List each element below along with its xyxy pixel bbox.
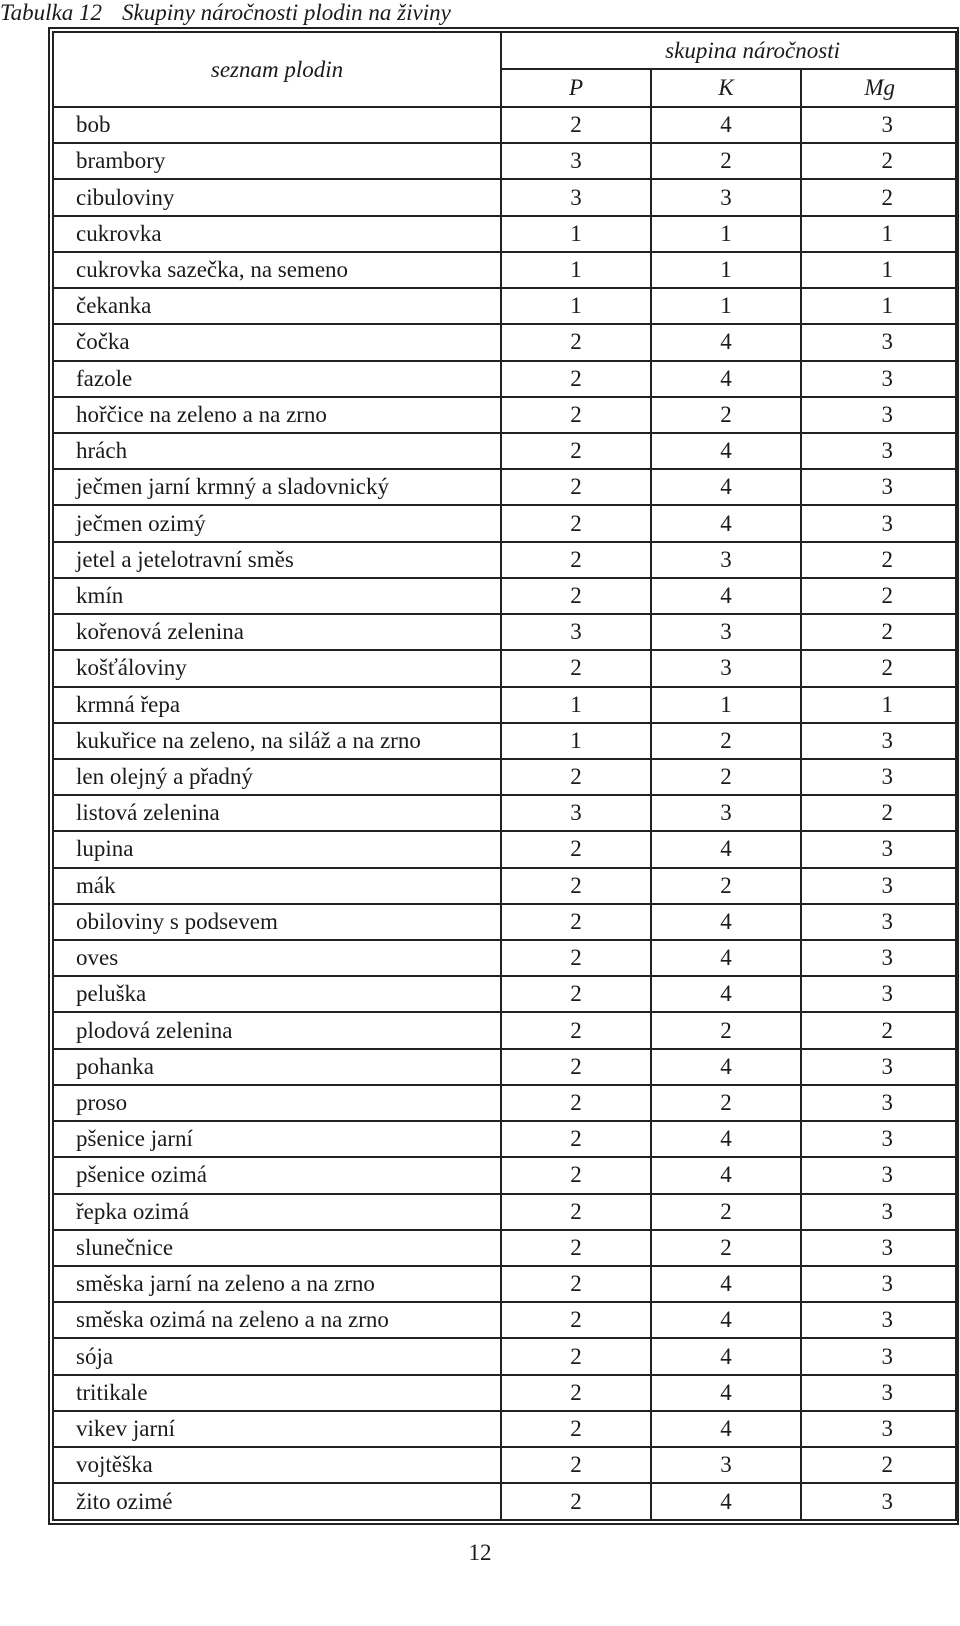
mg-value-cell: 2 — [801, 542, 956, 578]
k-value-cell: 4 — [651, 940, 801, 976]
table-row — [53, 1375, 956, 1411]
crop-name-cell: hrách — [53, 433, 501, 469]
table-frame — [48, 27, 959, 1525]
table-row — [53, 542, 956, 578]
k-value-cell: 3 — [651, 179, 801, 215]
header-mg: Mg — [801, 69, 956, 107]
crop-name-cell: plodová zelenina — [53, 1012, 501, 1048]
p-value-cell: 2 — [501, 1157, 651, 1193]
table-row — [53, 1157, 956, 1193]
crop-name-cell: vikev jarní — [53, 1411, 501, 1447]
table-caption-title: Skupiny náročnosti plodin na živiny — [122, 0, 451, 25]
table-row — [53, 940, 956, 976]
table-row — [53, 1302, 956, 1338]
table-row — [53, 976, 956, 1012]
table-caption-number: Tabulka 12 — [0, 0, 103, 25]
crop-name-cell: kukuřice na zeleno, na siláž a na zrno — [53, 723, 501, 759]
mg-value-cell: 1 — [801, 288, 956, 324]
header-p: P — [501, 69, 651, 107]
crop-name-cell: pohanka — [53, 1049, 501, 1085]
crop-name-cell: ječmen jarní krmný a sladovnický — [53, 469, 501, 505]
table-caption — [0, 0, 451, 26]
mg-value-cell: 3 — [801, 940, 956, 976]
k-value-cell: 3 — [651, 542, 801, 578]
p-value-cell: 2 — [501, 1447, 651, 1483]
k-value-cell: 4 — [651, 1338, 801, 1374]
k-value-cell: 1 — [651, 216, 801, 252]
p-value-cell: 2 — [501, 578, 651, 614]
table-row — [53, 361, 956, 397]
crop-name-cell: mák — [53, 868, 501, 904]
table-row — [53, 650, 956, 686]
k-value-cell: 4 — [651, 107, 801, 143]
p-value-cell: 3 — [501, 179, 651, 215]
mg-value-cell: 1 — [801, 252, 956, 288]
crop-name-cell: bob — [53, 107, 501, 143]
table-row — [53, 723, 956, 759]
mg-value-cell: 3 — [801, 831, 956, 867]
table-row — [53, 143, 956, 179]
k-value-cell: 4 — [651, 469, 801, 505]
mg-value-cell: 3 — [801, 107, 956, 143]
crop-name-cell: směska jarní na zeleno a na zrno — [53, 1266, 501, 1302]
k-value-cell: 2 — [651, 1085, 801, 1121]
table-row — [53, 1012, 956, 1048]
table-row — [53, 1483, 956, 1520]
crop-name-cell: lupina — [53, 831, 501, 867]
k-value-cell: 3 — [651, 650, 801, 686]
table-row — [53, 904, 956, 940]
crop-name-cell: slunečnice — [53, 1230, 501, 1266]
mg-value-cell: 3 — [801, 1085, 956, 1121]
table-row — [53, 578, 956, 614]
mg-value-cell: 3 — [801, 1483, 956, 1520]
p-value-cell: 2 — [501, 1121, 651, 1157]
crop-name-cell: řepka ozimá — [53, 1194, 501, 1230]
header-demand-group: skupina náročnosti — [501, 32, 956, 69]
crop-name-cell: krmná řepa — [53, 687, 501, 723]
k-value-cell: 4 — [651, 1302, 801, 1338]
header-crop-list: seznam plodin — [53, 32, 501, 107]
table-row — [53, 687, 956, 723]
table-row — [53, 868, 956, 904]
mg-value-cell: 3 — [801, 324, 956, 360]
crop-name-cell: oves — [53, 940, 501, 976]
p-value-cell: 2 — [501, 469, 651, 505]
table-row — [53, 759, 956, 795]
mg-value-cell: 2 — [801, 1012, 956, 1048]
table-row — [53, 1447, 956, 1483]
p-value-cell: 1 — [501, 288, 651, 324]
p-value-cell: 1 — [501, 723, 651, 759]
table-row — [53, 831, 956, 867]
table-body — [53, 107, 956, 1520]
k-value-cell: 2 — [651, 1194, 801, 1230]
table-row — [53, 1049, 956, 1085]
crop-name-cell: žito ozimé — [53, 1483, 501, 1520]
k-value-cell: 4 — [651, 1483, 801, 1520]
p-value-cell: 2 — [501, 361, 651, 397]
mg-value-cell: 3 — [801, 1049, 956, 1085]
p-value-cell: 3 — [501, 614, 651, 650]
p-value-cell: 3 — [501, 795, 651, 831]
mg-value-cell: 3 — [801, 1302, 956, 1338]
crop-name-cell: pšenice jarní — [53, 1121, 501, 1157]
crop-name-cell: peluška — [53, 976, 501, 1012]
mg-value-cell: 3 — [801, 759, 956, 795]
p-value-cell: 2 — [501, 1483, 651, 1520]
k-value-cell: 1 — [651, 687, 801, 723]
crop-name-cell: fazole — [53, 361, 501, 397]
p-value-cell: 1 — [501, 216, 651, 252]
mg-value-cell: 3 — [801, 505, 956, 541]
k-value-cell: 4 — [651, 1266, 801, 1302]
crop-nutrient-table — [52, 31, 957, 1521]
k-value-cell: 4 — [651, 1411, 801, 1447]
crop-name-cell: tritikale — [53, 1375, 501, 1411]
p-value-cell: 2 — [501, 107, 651, 143]
crop-name-cell: sója — [53, 1338, 501, 1374]
k-value-cell: 4 — [651, 361, 801, 397]
crop-name-cell: kmín — [53, 578, 501, 614]
table-row — [53, 795, 956, 831]
p-value-cell: 2 — [501, 1266, 651, 1302]
crop-name-cell: cukrovka — [53, 216, 501, 252]
mg-value-cell: 1 — [801, 687, 956, 723]
mg-value-cell: 3 — [801, 868, 956, 904]
mg-value-cell: 3 — [801, 433, 956, 469]
mg-value-cell: 2 — [801, 1447, 956, 1483]
crop-name-cell: cibuloviny — [53, 179, 501, 215]
page-number: 12 — [468, 1540, 492, 1565]
table-row — [53, 1121, 956, 1157]
k-value-cell: 2 — [651, 723, 801, 759]
p-value-cell: 2 — [501, 1194, 651, 1230]
k-value-cell: 4 — [651, 831, 801, 867]
p-value-cell: 2 — [501, 397, 651, 433]
p-value-cell: 2 — [501, 324, 651, 360]
mg-value-cell: 3 — [801, 397, 956, 433]
mg-value-cell: 2 — [801, 650, 956, 686]
k-value-cell: 4 — [651, 1049, 801, 1085]
p-value-cell: 2 — [501, 1085, 651, 1121]
crop-name-cell: ječmen ozimý — [53, 505, 501, 541]
table-row — [53, 216, 956, 252]
table-row — [53, 1338, 956, 1374]
crop-name-cell: cukrovka sazečka, na semeno — [53, 252, 501, 288]
crop-name-cell: směska ozimá na zeleno a na zrno — [53, 1302, 501, 1338]
table-row — [53, 1194, 956, 1230]
crop-name-cell: čočka — [53, 324, 501, 360]
k-value-cell: 3 — [651, 1447, 801, 1483]
p-value-cell: 2 — [501, 650, 651, 686]
crop-name-cell: listová zelenina — [53, 795, 501, 831]
mg-value-cell: 3 — [801, 361, 956, 397]
p-value-cell: 2 — [501, 940, 651, 976]
mg-value-cell: 2 — [801, 578, 956, 614]
p-value-cell: 2 — [501, 505, 651, 541]
crop-name-cell: kořenová zelenina — [53, 614, 501, 650]
p-value-cell: 3 — [501, 143, 651, 179]
mg-value-cell: 3 — [801, 904, 956, 940]
k-value-cell: 2 — [651, 1012, 801, 1048]
mg-value-cell: 3 — [801, 469, 956, 505]
mg-value-cell: 3 — [801, 1338, 956, 1374]
table-row — [53, 252, 956, 288]
k-value-cell: 4 — [651, 578, 801, 614]
k-value-cell: 3 — [651, 795, 801, 831]
p-value-cell: 2 — [501, 542, 651, 578]
crop-name-cell: vojtěška — [53, 1447, 501, 1483]
mg-value-cell: 3 — [801, 723, 956, 759]
k-value-cell: 4 — [651, 1375, 801, 1411]
p-value-cell: 2 — [501, 976, 651, 1012]
mg-value-cell: 2 — [801, 179, 956, 215]
mg-value-cell: 3 — [801, 976, 956, 1012]
p-value-cell: 1 — [501, 252, 651, 288]
crop-name-cell: proso — [53, 1085, 501, 1121]
table-row — [53, 505, 956, 541]
p-value-cell: 2 — [501, 1012, 651, 1048]
k-value-cell: 4 — [651, 1157, 801, 1193]
mg-value-cell: 2 — [801, 143, 956, 179]
k-value-cell: 1 — [651, 252, 801, 288]
table-header — [53, 32, 956, 107]
p-value-cell: 2 — [501, 1411, 651, 1447]
k-value-cell: 2 — [651, 143, 801, 179]
p-value-cell: 2 — [501, 868, 651, 904]
table-row — [53, 614, 956, 650]
p-value-cell: 2 — [501, 1338, 651, 1374]
mg-value-cell: 1 — [801, 216, 956, 252]
table-row — [53, 1411, 956, 1447]
mg-value-cell: 2 — [801, 614, 956, 650]
crop-name-cell: jetel a jetelotravní směs — [53, 542, 501, 578]
p-value-cell: 2 — [501, 1230, 651, 1266]
crop-name-cell: pšenice ozimá — [53, 1157, 501, 1193]
table-row — [53, 1266, 956, 1302]
mg-value-cell: 3 — [801, 1411, 956, 1447]
p-value-cell: 1 — [501, 687, 651, 723]
p-value-cell: 2 — [501, 831, 651, 867]
k-value-cell: 4 — [651, 433, 801, 469]
crop-name-cell: len olejný a přadný — [53, 759, 501, 795]
k-value-cell: 3 — [651, 614, 801, 650]
table-row — [53, 433, 956, 469]
p-value-cell: 2 — [501, 904, 651, 940]
header-k: K — [651, 69, 801, 107]
table-row — [53, 397, 956, 433]
table-row — [53, 1085, 956, 1121]
crop-name-cell: brambory — [53, 143, 501, 179]
table-row — [53, 107, 956, 143]
crop-name-cell: čekanka — [53, 288, 501, 324]
mg-value-cell: 2 — [801, 795, 956, 831]
mg-value-cell: 3 — [801, 1375, 956, 1411]
p-value-cell: 2 — [501, 433, 651, 469]
p-value-cell: 2 — [501, 1302, 651, 1338]
k-value-cell: 2 — [651, 1230, 801, 1266]
k-value-cell: 2 — [651, 397, 801, 433]
k-value-cell: 4 — [651, 505, 801, 541]
k-value-cell: 4 — [651, 904, 801, 940]
crop-name-cell: obiloviny s podsevem — [53, 904, 501, 940]
k-value-cell: 1 — [651, 288, 801, 324]
table-row — [53, 179, 956, 215]
mg-value-cell: 3 — [801, 1121, 956, 1157]
table-row — [53, 1230, 956, 1266]
table-row — [53, 324, 956, 360]
mg-value-cell: 3 — [801, 1230, 956, 1266]
crop-name-cell: košťáloviny — [53, 650, 501, 686]
mg-value-cell: 3 — [801, 1157, 956, 1193]
k-value-cell: 4 — [651, 976, 801, 1012]
k-value-cell: 2 — [651, 759, 801, 795]
k-value-cell: 2 — [651, 868, 801, 904]
k-value-cell: 4 — [651, 324, 801, 360]
mg-value-cell: 3 — [801, 1194, 956, 1230]
table-row — [53, 469, 956, 505]
k-value-cell: 4 — [651, 1121, 801, 1157]
p-value-cell: 2 — [501, 759, 651, 795]
table-row — [53, 288, 956, 324]
p-value-cell: 2 — [501, 1049, 651, 1085]
p-value-cell: 2 — [501, 1375, 651, 1411]
crop-name-cell: hořčice na zeleno a na zrno — [53, 397, 501, 433]
mg-value-cell: 3 — [801, 1266, 956, 1302]
